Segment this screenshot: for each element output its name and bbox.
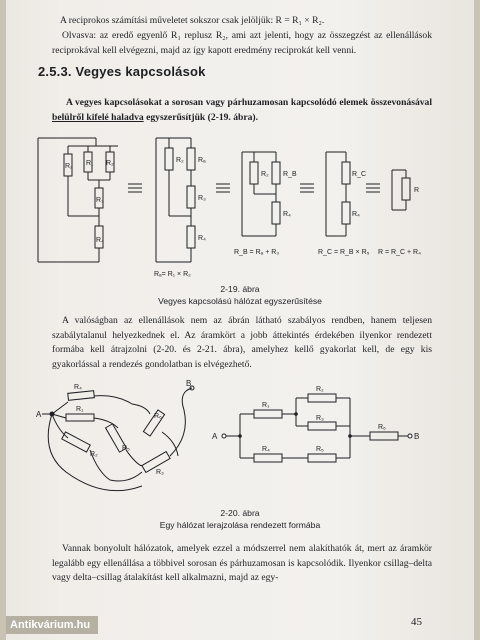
figure-2-20-caption: Egy hálózat lerajzolása rendezett formába xyxy=(159,520,321,530)
figure-2-19-number: 2-19. ábra xyxy=(220,284,260,294)
label-r3-ordered: R₃ xyxy=(316,415,324,422)
label-r1-ordered: R₁ xyxy=(262,402,270,409)
label-r4-ordered: R₄ xyxy=(262,446,270,453)
label-r5-net2: R₂ xyxy=(176,157,184,164)
terminal-a-ordered: A xyxy=(212,432,218,441)
section-intro xyxy=(52,96,432,125)
label-r5-ordered: R₅ xyxy=(316,446,324,453)
label-r4-messy: R₄ xyxy=(74,384,82,391)
formula-notation-line: A reciprokos számítási műveletet sokszor csak jelöljük: R = R₁ × R₂. xyxy=(60,15,325,26)
label-rb-net3: R_B xyxy=(283,171,297,178)
terminal-b-ordered: B xyxy=(414,432,420,441)
label-r2-net1: R₂ xyxy=(65,163,73,170)
watermark: Antikvárium.hu xyxy=(6,616,98,634)
paragraph-2: A valóságban az ellenállások nem az ábrán látható szabályos rendben, hanem teljesen szabálytalanul helyezkednek el. Az áramkört a jobb áttekintés érdekében ilyenkor rendezett formába kell átrajzolni (2-20. és 2-21. ábra), amelyhez kellő gyakorlat kell, de egy kis gyakorlással a rendezés gondolatban is elvégezhető. xyxy=(52,315,432,370)
label-r3-net1: R₃ xyxy=(96,197,104,204)
terminal-b-messy: B xyxy=(186,379,192,388)
label-rc-net4: R_C xyxy=(352,171,367,178)
label-r1-messy: R₁ xyxy=(76,406,84,413)
intro-underlined: belülről kifelé haladva xyxy=(52,111,144,123)
intro-text-b: egyszerűsítjük (2-19. ábra). xyxy=(143,111,258,123)
bottom-paragraph: Vannak bonyolult hálózatok, amelyek ezzel a módszerrel nem alakíthatók át, mert az áramkör legalább egy ellenállása a többivel sorosan és párhuzamosan is kapcsolódik. Ilyenkor csillag–delta vagy delta–csillag átalakítást kell alkalmazni, majd az egy- xyxy=(52,543,432,584)
label-r4-net1: R₄ xyxy=(96,237,104,244)
figure-2-20-diagram xyxy=(6,376,474,506)
label-r3-messy: R₃ xyxy=(156,469,164,476)
intro-text-a: A vegyes kapcsolásokat a sorosan vagy párhuzamosan kapcsolódó elemek összevonásával xyxy=(66,97,432,108)
formula-rc: R_C = R_B × R₅ xyxy=(318,249,370,256)
label-ra-net2: Rₐ xyxy=(198,157,206,164)
formula-ra: Rₐ= R₁ × R₂ xyxy=(154,271,191,278)
formula-r: R = R_C + R₄ xyxy=(378,249,421,256)
label-r3-net2: R₃ xyxy=(198,195,206,202)
figure-2-20-number: 2-20. ábra xyxy=(220,508,260,518)
page-number: 45 xyxy=(411,616,422,628)
label-r1-net1: R₁ xyxy=(86,160,94,167)
label-r4-net4: R₄ xyxy=(352,211,360,218)
figure-2-19-diagram xyxy=(6,130,474,280)
label-r2-ordered: R₂ xyxy=(316,386,324,393)
section-heading: 2.5.3. Vegyes kapcsolások xyxy=(38,64,206,79)
formula-reading-paragraph: Olvasva: az eredő egyenlő R₁ replusz R₂, ami azt jelenti, hogy az összegzést az ellenállások reciprokával kell elvégezni, majd az így kapott eredmény reciprokát kell venni. xyxy=(52,30,432,56)
terminal-a-messy: A xyxy=(36,410,42,419)
label-r4-net3: R₄ xyxy=(283,211,291,218)
book-page xyxy=(6,0,474,640)
formula-rb: R_B = Rₐ + R₃ xyxy=(234,249,280,256)
figure-2-19-caption: Vegyes kapcsolású hálózat egyszerűsítése xyxy=(158,296,322,306)
label-r5-net1: R₂ xyxy=(106,160,114,167)
label-r5-net3: R₂ xyxy=(261,171,269,178)
label-r4-net2: R₄ xyxy=(198,235,206,242)
label-r2-messy: R₂ xyxy=(90,451,98,458)
label-r6-ordered: R₆ xyxy=(378,424,386,431)
label-r5-messy: R₅ xyxy=(122,445,130,452)
label-r6-messy: R₆ xyxy=(154,413,162,420)
label-r-net5: R xyxy=(414,187,420,194)
